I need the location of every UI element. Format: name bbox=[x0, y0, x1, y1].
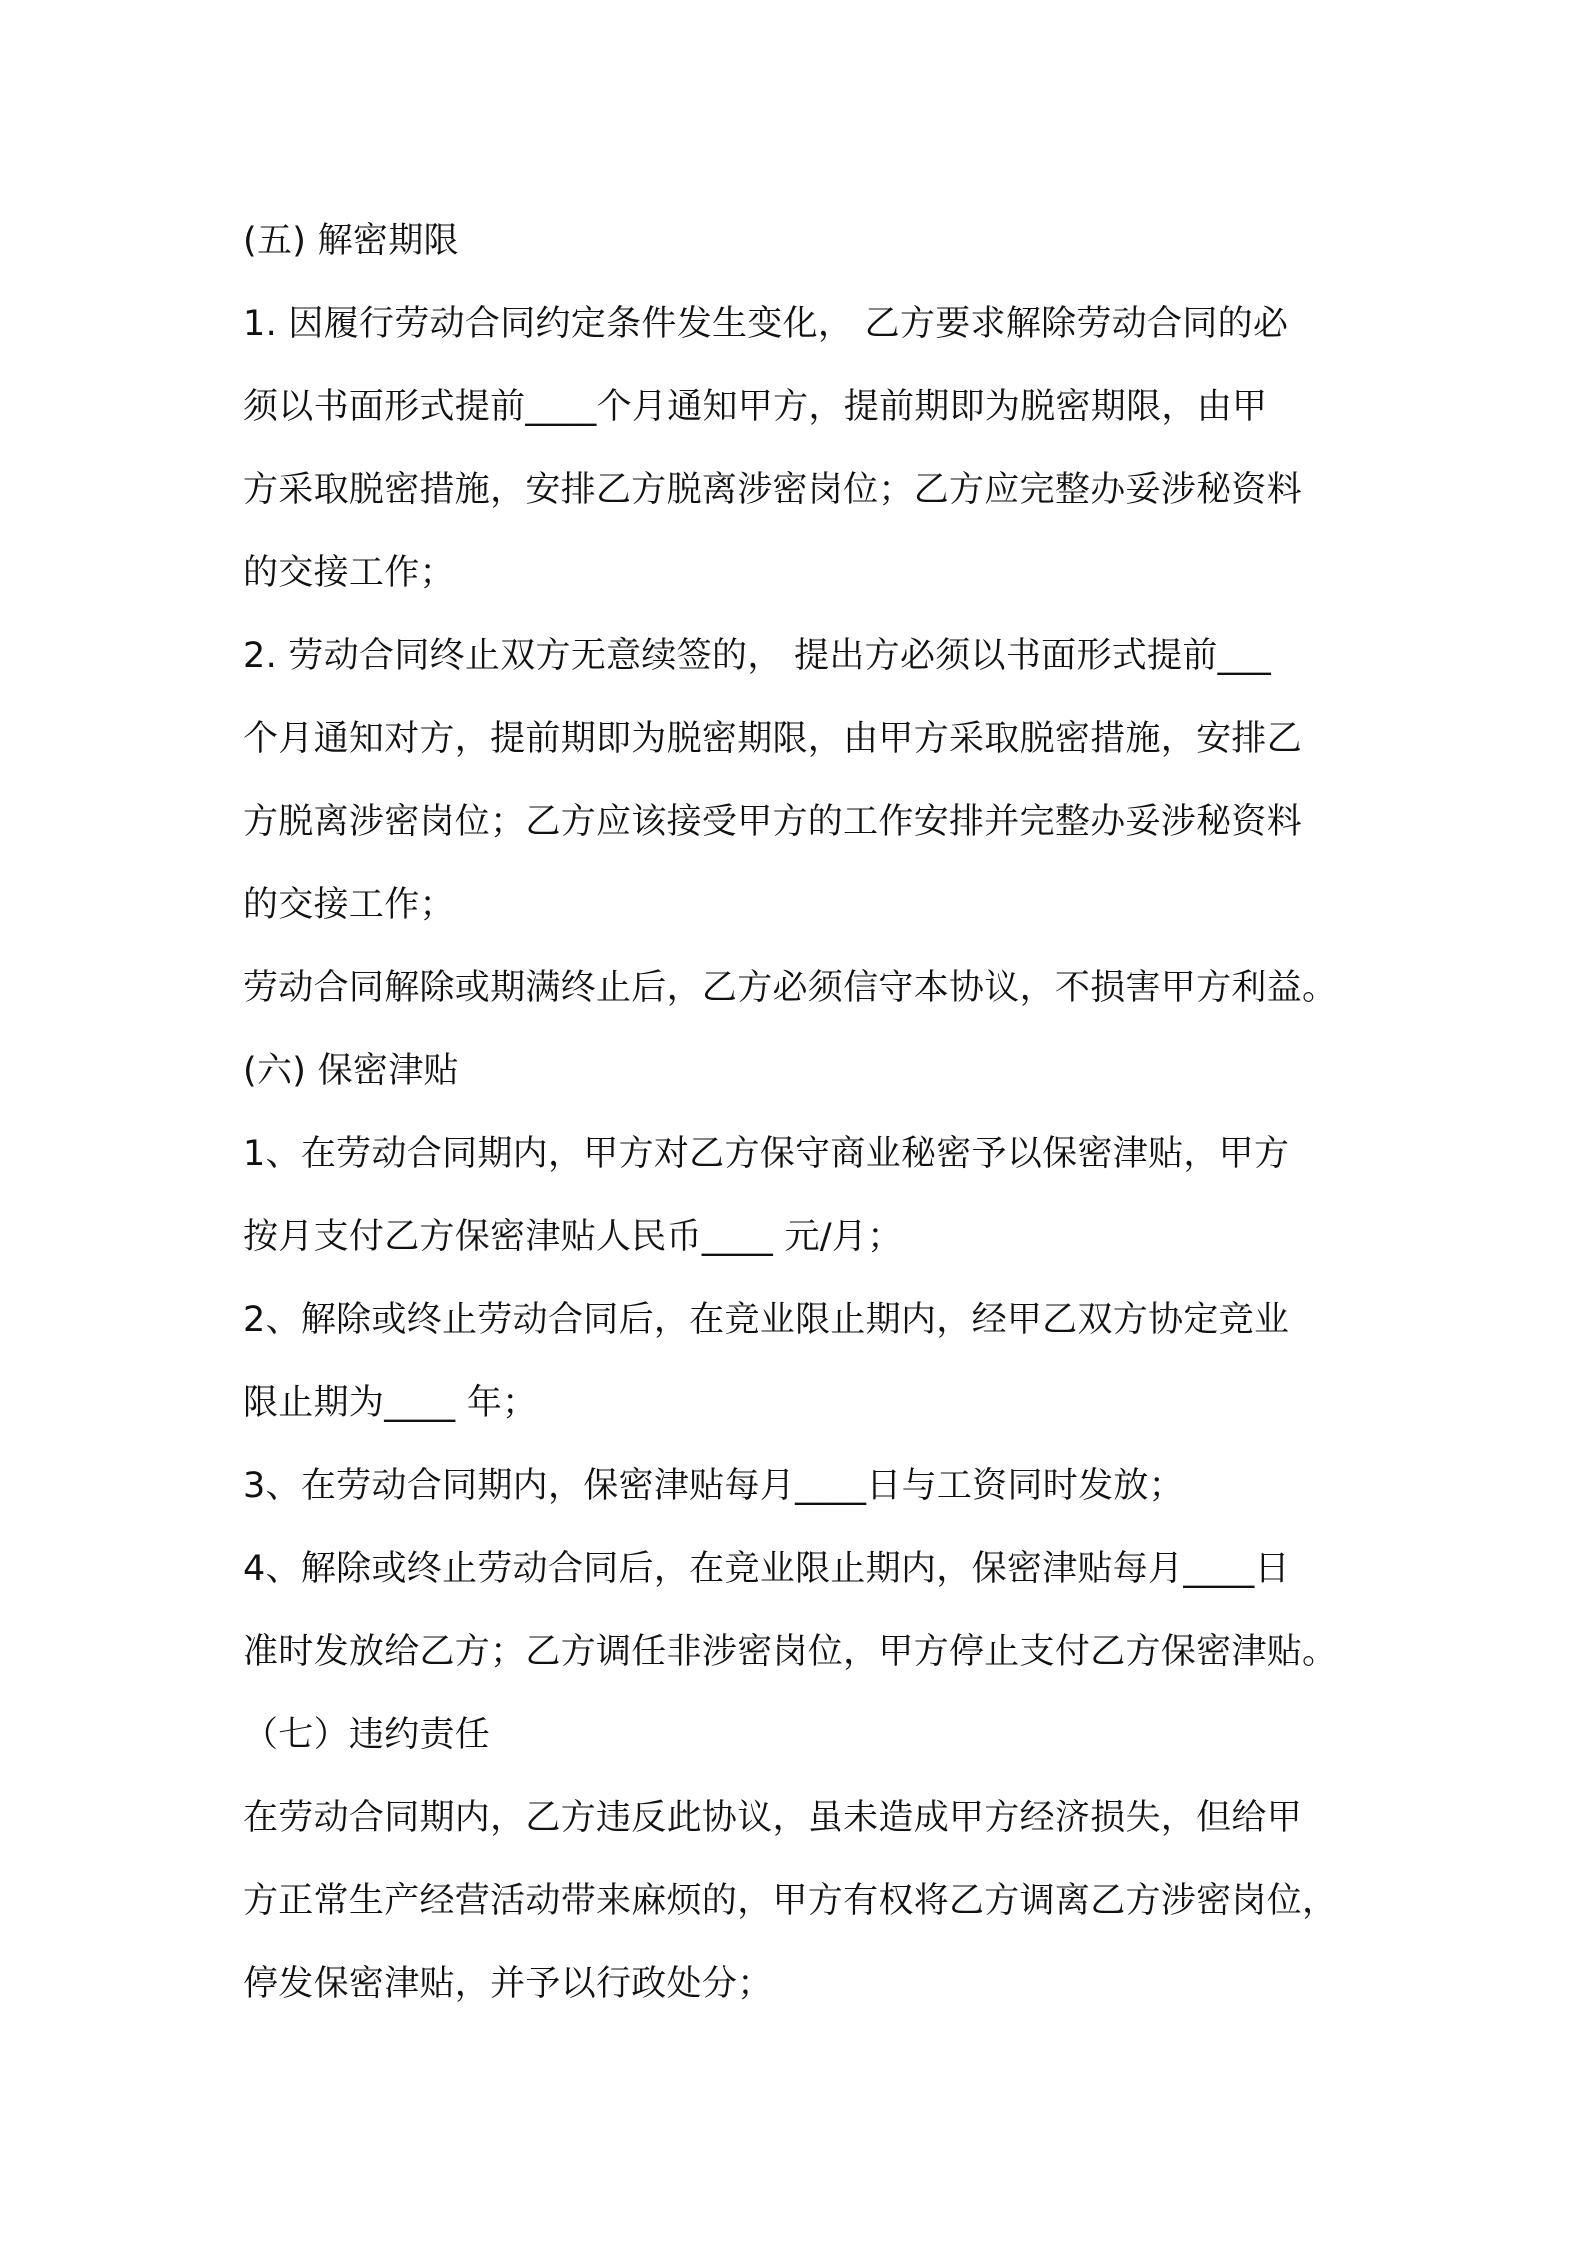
section-heading-6: (六) 保密津贴 bbox=[243, 1051, 459, 1091]
paragraph-line: 在劳动合同期内，乙方违反此协议，虽未造成甲方经济损失，但给甲 bbox=[243, 1798, 1303, 1838]
paragraph-line: 停发保密津贴，并予以行政处分； bbox=[243, 1964, 773, 2004]
paragraph-line: 2. 劳动合同终止双方无意续签的， 提出方必须以书面形式提前___ bbox=[243, 636, 1272, 676]
paragraph-line: 方采取脱密措施，安排乙方脱离涉密岗位；乙方应完整办妥涉秘资料 bbox=[243, 470, 1303, 510]
paragraph-line: 1、在劳动合同期内，甲方对乙方保守商业秘密予以保密津贴，甲方 bbox=[243, 1134, 1290, 1174]
paragraph-line: 须以书面形式提前____个月通知甲方，提前期即为脱密期限，由甲 bbox=[243, 387, 1268, 427]
paragraph-line: 4、解除或终止劳动合同后，在竞业限止期内，保密津贴每月____日 bbox=[243, 1549, 1290, 1589]
paragraph-line: 的交接工作； bbox=[243, 885, 455, 925]
paragraph-line: 方脱离涉密岗位；乙方应该接受甲方的工作安排并完整办妥涉秘资料 bbox=[243, 802, 1303, 842]
paragraph-line: 2、解除或终止劳动合同后，在竞业限止期内，经甲乙双方协定竞业 bbox=[243, 1300, 1290, 1340]
paragraph-line: 的交接工作； bbox=[243, 553, 455, 593]
paragraph-line: 1. 因履行劳动合同约定条件发生变化， 乙方要求解除劳动合同的必 bbox=[243, 304, 1289, 344]
section-heading-7: （七）违约责任 bbox=[243, 1715, 491, 1755]
paragraph-line: 方正常生产经营活动带来麻烦的，甲方有权将乙方调离乙方涉密岗位， bbox=[243, 1881, 1338, 1921]
paragraph-line: 按月支付乙方保密津贴人民币____ 元/月； bbox=[243, 1217, 903, 1257]
section-heading-5: (五) 解密期限 bbox=[243, 221, 459, 261]
paragraph-line: 劳动合同解除或期满终止后，乙方必须信守本协议，不损害甲方利益。 bbox=[243, 968, 1338, 1008]
paragraph-line: 个月通知对方，提前期即为脱密期限，由甲方采取脱密措施，安排乙 bbox=[243, 719, 1303, 759]
paragraph-line: 准时发放给乙方；乙方调任非涉密岗位，甲方停止支付乙方保密津贴。 bbox=[243, 1632, 1338, 1672]
paragraph-line: 限止期为____ 年； bbox=[243, 1383, 538, 1423]
paragraph-line: 3、在劳动合同期内，保密津贴每月____日与工资同时发放； bbox=[243, 1466, 1184, 1506]
document-body bbox=[243, 200, 1363, 2026]
